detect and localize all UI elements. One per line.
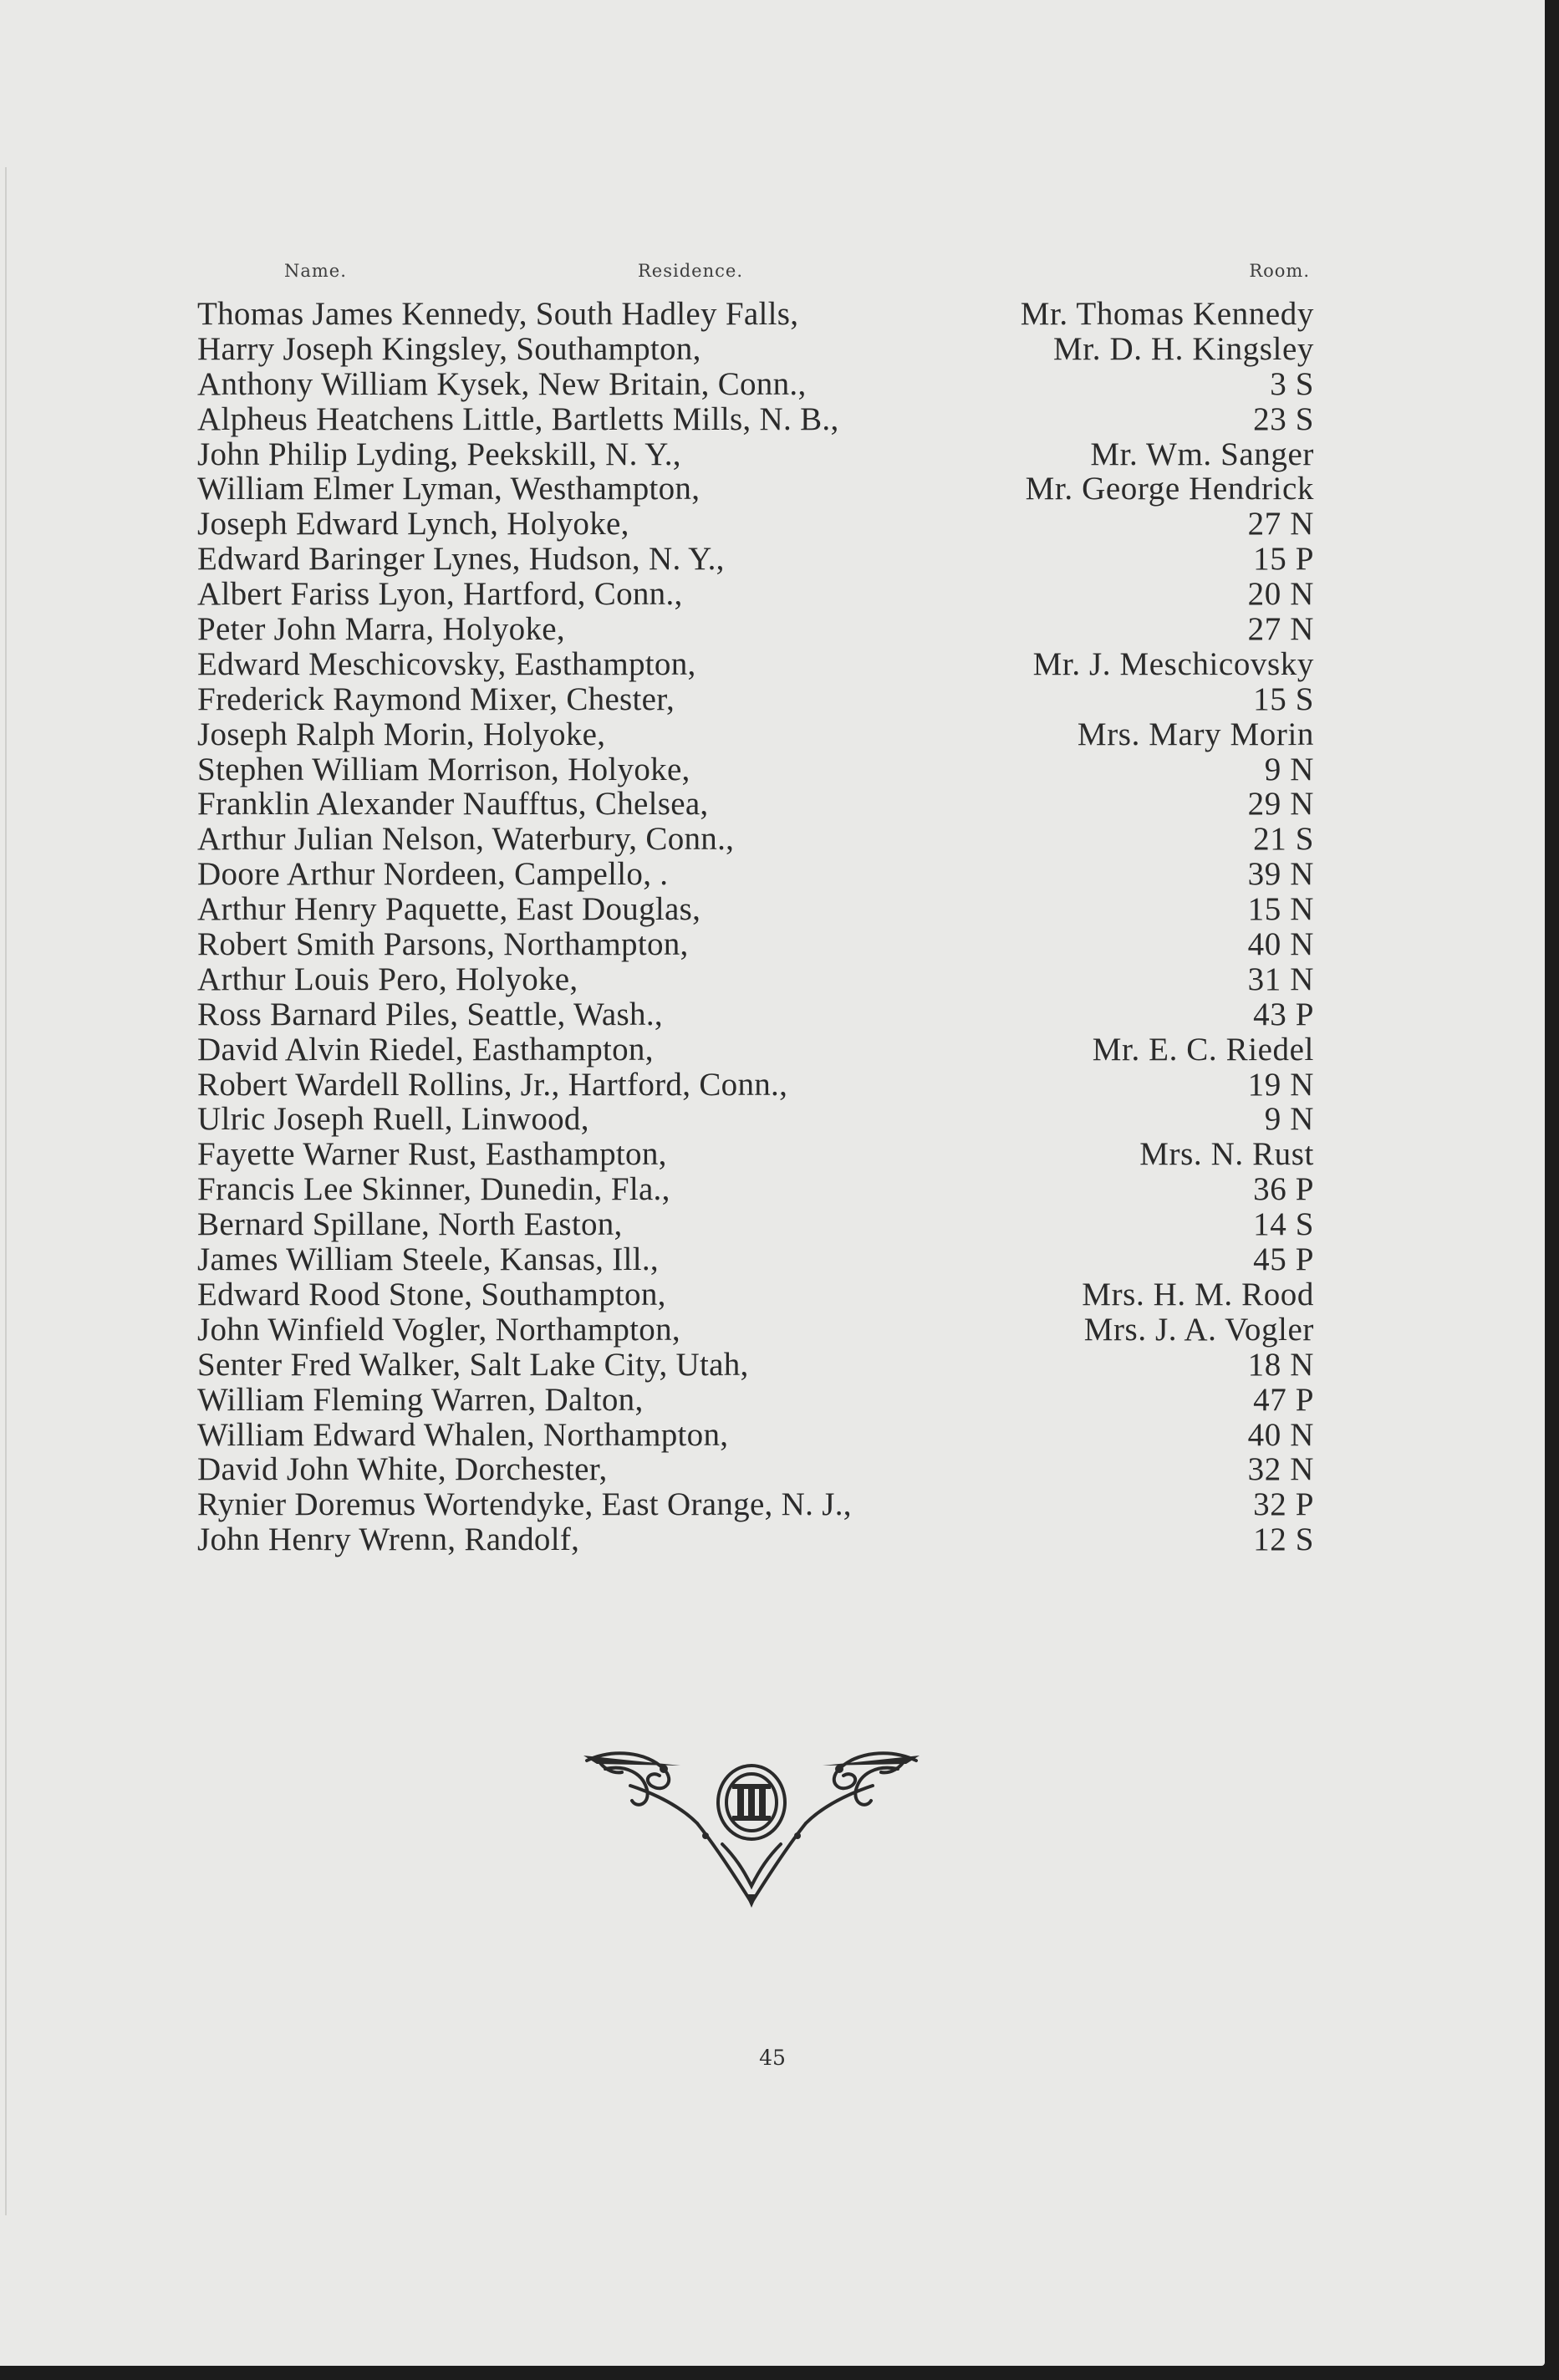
list-item bbox=[197, 1068, 1314, 1103]
student-name-residence: John Winfield Vogler, Northampton, bbox=[197, 1311, 680, 1348]
student-name-residence: Ulric Joseph Ruell, Linwood, bbox=[197, 1101, 589, 1138]
column-header-name: Name. bbox=[284, 261, 347, 281]
student-name-residence: Peter John Marra, Holyoke, bbox=[197, 611, 565, 648]
student-room: Mr. Wm. Sanger bbox=[1090, 436, 1314, 472]
student-room: Mr. J. Meschicovsky bbox=[1032, 645, 1314, 682]
student-list bbox=[197, 297, 1314, 1557]
student-name-residence: William Edward Whalen, Northampton, bbox=[197, 1416, 729, 1453]
column-header-room: Room. bbox=[1249, 261, 1310, 281]
student-name-residence: Joseph Ralph Morin, Holyoke, bbox=[197, 716, 606, 752]
list-item bbox=[197, 1102, 1314, 1137]
student-room: 14 S bbox=[1253, 1206, 1314, 1243]
student-name-residence: David John White, Dorchester, bbox=[197, 1451, 608, 1488]
list-item bbox=[197, 1312, 1314, 1348]
student-name-residence: Edward Meschicovsky, Easthampton, bbox=[197, 645, 696, 682]
student-name-residence: John Henry Wrenn, Randolf, bbox=[197, 1521, 580, 1558]
student-room: 12 S bbox=[1253, 1521, 1314, 1558]
list-item bbox=[197, 962, 1314, 997]
student-name-residence: Arthur Julian Nelson, Waterbury, Conn., bbox=[197, 821, 735, 858]
student-name-residence: Robert Smith Parsons, Northampton, bbox=[197, 926, 689, 963]
list-item bbox=[197, 437, 1314, 472]
list-item bbox=[197, 647, 1314, 682]
student-room: 15 P bbox=[1253, 541, 1314, 578]
list-item bbox=[197, 1172, 1314, 1207]
list-item bbox=[197, 1348, 1314, 1383]
list-item bbox=[197, 297, 1314, 332]
student-room: 45 P bbox=[1253, 1241, 1314, 1278]
student-room: Mr. Thomas Kennedy bbox=[1020, 296, 1314, 332]
student-room: 32 N bbox=[1247, 1451, 1314, 1488]
list-item bbox=[197, 1418, 1314, 1453]
list-item bbox=[197, 1487, 1314, 1522]
list-item bbox=[197, 1137, 1314, 1172]
list-item bbox=[197, 822, 1314, 857]
student-name-residence: James William Steele, Kansas, Ill., bbox=[197, 1241, 659, 1278]
student-room: Mr. D. H. Kingsley bbox=[1053, 330, 1314, 367]
student-name-residence: Arthur Louis Pero, Holyoke, bbox=[197, 961, 578, 997]
student-name-residence: Doore Arthur Nordeen, Campello, . bbox=[197, 856, 669, 893]
list-item bbox=[197, 682, 1314, 717]
student-name-residence: William Fleming Warren, Dalton, bbox=[197, 1381, 644, 1418]
student-name-residence: Rynier Doremus Wortendyke, East Orange, N. J., bbox=[197, 1486, 852, 1523]
student-room: 18 N bbox=[1247, 1346, 1314, 1383]
list-item bbox=[197, 752, 1314, 787]
list-item bbox=[197, 577, 1314, 612]
student-room: 19 N bbox=[1247, 1066, 1314, 1103]
student-name-residence: Stephen William Morrison, Holyoke, bbox=[197, 751, 690, 787]
student-room: 21 S bbox=[1253, 821, 1314, 858]
list-item bbox=[197, 787, 1314, 822]
student-room: Mrs. J. A. Vogler bbox=[1083, 1311, 1314, 1348]
student-name-residence: Anthony William Kysek, New Britain, Conn., bbox=[197, 365, 807, 402]
list-item bbox=[197, 612, 1314, 647]
student-name-residence: Fayette Warner Rust, Easthampton, bbox=[197, 1136, 667, 1173]
student-name-residence: Harry Joseph Kingsley, Southampton, bbox=[197, 330, 701, 367]
student-name-residence: Arthur Henry Paquette, East Douglas, bbox=[197, 891, 701, 928]
student-name-residence: Robert Wardell Rollins, Jr., Hartford, Conn., bbox=[197, 1066, 788, 1103]
student-name-residence: Ross Barnard Piles, Seattle, Wash., bbox=[197, 996, 663, 1032]
list-item bbox=[197, 402, 1314, 437]
student-room: 27 N bbox=[1247, 611, 1314, 648]
student-name-residence: David Alvin Riedel, Easthampton, bbox=[197, 1031, 654, 1068]
student-name-residence: William Elmer Lyman, Westhampton, bbox=[197, 471, 701, 507]
student-name-residence: Francis Lee Skinner, Dunedin, Fla., bbox=[197, 1171, 670, 1208]
student-room: 9 N bbox=[1264, 751, 1314, 787]
student-name-residence: Joseph Edward Lynch, Holyoke, bbox=[197, 506, 629, 543]
list-item bbox=[197, 542, 1314, 577]
student-room: 40 N bbox=[1247, 1416, 1314, 1453]
list-item bbox=[197, 367, 1314, 402]
list-item bbox=[197, 717, 1314, 752]
student-room: Mr. George Hendrick bbox=[1025, 471, 1314, 507]
list-item bbox=[197, 507, 1314, 542]
list-item bbox=[197, 1032, 1314, 1068]
student-name-residence: John Philip Lyding, Peekskill, N. Y., bbox=[197, 436, 681, 472]
student-room: 39 N bbox=[1247, 856, 1314, 893]
column-header-row bbox=[0, 261, 1545, 286]
list-item bbox=[197, 332, 1314, 367]
student-room: 3 S bbox=[1270, 365, 1314, 402]
student-room: 23 S bbox=[1253, 400, 1314, 437]
page-edge-shadow bbox=[5, 167, 7, 2215]
student-room: 9 N bbox=[1264, 1101, 1314, 1138]
student-room: 15 N bbox=[1247, 891, 1314, 928]
list-item bbox=[197, 1452, 1314, 1487]
list-item bbox=[197, 892, 1314, 927]
student-room: Mr. E. C. Riedel bbox=[1092, 1031, 1314, 1068]
student-name-residence: Edward Rood Stone, Southampton, bbox=[197, 1276, 666, 1312]
student-room: 40 N bbox=[1247, 926, 1314, 963]
list-item bbox=[197, 1522, 1314, 1557]
student-room: Mrs. Mary Morin bbox=[1077, 716, 1314, 752]
student-room: 43 P bbox=[1253, 996, 1314, 1032]
student-room: 20 N bbox=[1247, 576, 1314, 613]
list-item bbox=[197, 1383, 1314, 1418]
list-item bbox=[197, 857, 1314, 892]
student-name-residence: Senter Fred Walker, Salt Lake City, Utah, bbox=[197, 1346, 749, 1383]
student-room: Mrs. H. M. Rood bbox=[1082, 1276, 1314, 1312]
page-number: 45 bbox=[759, 2046, 786, 2070]
student-room: 15 S bbox=[1253, 680, 1314, 717]
student-name-residence: Alpheus Heatchens Little, Bartletts Mills, N. B., bbox=[197, 400, 839, 437]
student-room: 36 P bbox=[1253, 1171, 1314, 1208]
student-name-residence: Albert Fariss Lyon, Hartford, Conn., bbox=[197, 576, 683, 613]
list-item bbox=[197, 1242, 1314, 1277]
student-room: 27 N bbox=[1247, 506, 1314, 543]
list-item bbox=[197, 927, 1314, 962]
student-name-residence: Thomas James Kennedy, South Hadley Falls, bbox=[197, 296, 799, 332]
student-room: 47 P bbox=[1253, 1381, 1314, 1418]
list-item bbox=[197, 1277, 1314, 1312]
ornament-vignette bbox=[580, 1744, 923, 1911]
student-name-residence: Bernard Spillane, North Easton, bbox=[197, 1206, 623, 1243]
student-room: Mrs. N. Rust bbox=[1139, 1136, 1314, 1173]
student-name-residence: Franklin Alexander Naufftus, Chelsea, bbox=[197, 786, 709, 823]
list-item bbox=[197, 471, 1314, 507]
student-room: 29 N bbox=[1247, 786, 1314, 823]
column-header-residence: Residence. bbox=[638, 261, 743, 281]
list-item bbox=[197, 997, 1314, 1032]
student-name-residence: Frederick Raymond Mixer, Chester, bbox=[197, 680, 675, 717]
student-room: 32 P bbox=[1253, 1486, 1314, 1523]
list-item bbox=[197, 1207, 1314, 1242]
student-room: 31 N bbox=[1247, 961, 1314, 997]
student-name-residence: Edward Baringer Lynes, Hudson, N. Y., bbox=[197, 541, 725, 578]
